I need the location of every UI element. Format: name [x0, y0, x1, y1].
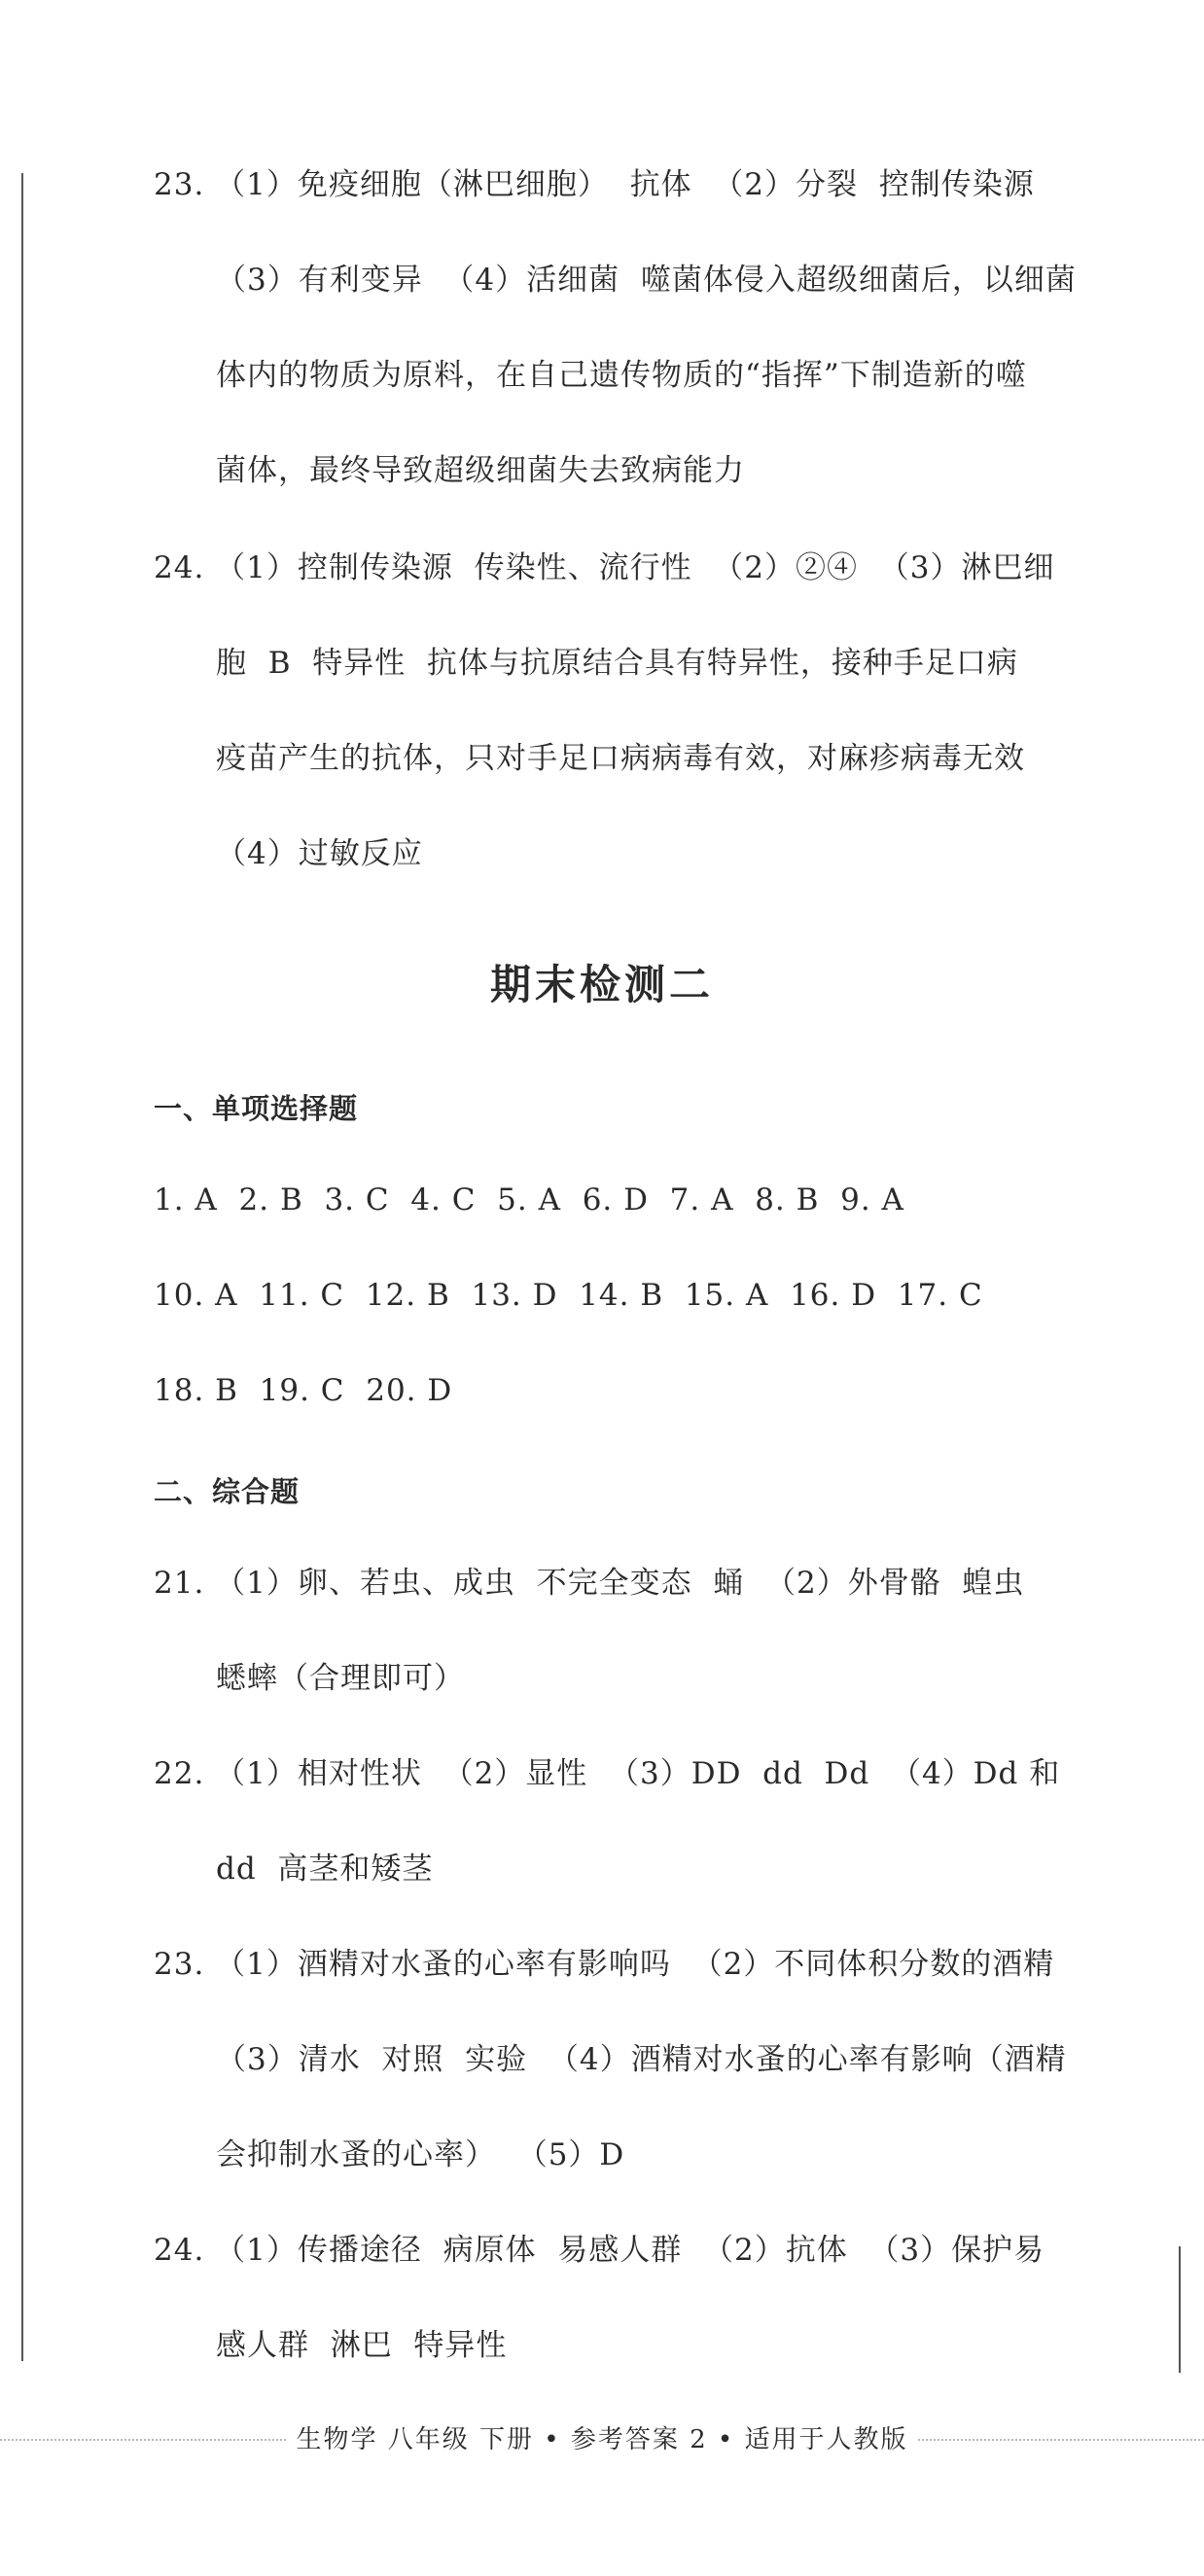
page-footer [0, 2419, 1204, 2455]
answer-line: 会抑制水蚤的心率） （5）D [216, 2137, 625, 2172]
choice-answers: 1. A 2. B 3. C 4. C 5. A 6. D 7. A 8. B 9. A [154, 1182, 904, 1217]
answer-line: 疫苗产生的抗体，只对手足口病病毒有效，对麻疹病毒无效 [216, 741, 1025, 776]
answer-line: 感人群 淋巴 特异性 [216, 2328, 508, 2363]
answer-line: 菌体，最终导致超级细菌失去致病能力 [216, 453, 745, 488]
section-heading-comprehensive: 二、综合题 [154, 1475, 301, 1508]
answer-line: （4）过敏反应 [216, 836, 423, 871]
answer-line: 22. （1）相对性状 （2）显性 （3）DD dd Dd （4）Dd 和 [154, 1756, 1061, 1791]
answer-line: 24. （1）控制传染源 传染性、流行性 （2）②④ （3）淋巴细 [154, 550, 1055, 585]
answer-line: （3）清水 对照 实验 （4）酒精对水蚤的心率有影响（酒精 [216, 2042, 1067, 2077]
answer-line: 23. （1）免疫细胞（淋巴细胞） 抗体 （2）分裂 控制传染源 [154, 167, 1035, 202]
choice-answers: 18. B 19. C 20. D [154, 1373, 453, 1408]
footer-text: 生物学 八年级 下册 • 参考答案 2 • 适用于人教版 [286, 2425, 917, 2454]
choice-answers: 10. A 11. C 12. B 13. D 14. B 15. A 16. D 17. C [154, 1278, 983, 1313]
page-title: 期末检测二 [489, 961, 714, 1008]
left-margin-rule [21, 173, 23, 2361]
answer-line: 21. （1）卵、若虫、成虫 不完全变态 蛹 （2）外骨骼 蝗虫 [154, 1566, 1025, 1601]
answer-line: 23. （1）酒精对水蚤的心率有影响吗 （2）不同体积分数的酒精 [154, 1947, 1055, 1982]
answer-line: dd 高茎和矮茎 [216, 1852, 434, 1887]
answer-line: 24. （1）传播途径 病原体 易感人群 （2）抗体 （3）保护易 [154, 2233, 1045, 2268]
answer-line: 胞 B 特异性 抗体与抗原结合具有特异性，接种手足口病 [216, 646, 1018, 681]
right-margin-rule [1179, 2246, 1181, 2373]
answer-line: （3）有利变异 （4）活细菌 噬菌体侵入超级细菌后，以细菌 [216, 263, 1077, 298]
section-heading-choice: 一、单项选择题 [154, 1092, 359, 1125]
answer-line: 体内的物质为原料，在自己遗传物质的“指挥”下制造新的噬 [216, 358, 1027, 393]
answer-line: 蟋蟀（合理即可） [216, 1661, 465, 1696]
